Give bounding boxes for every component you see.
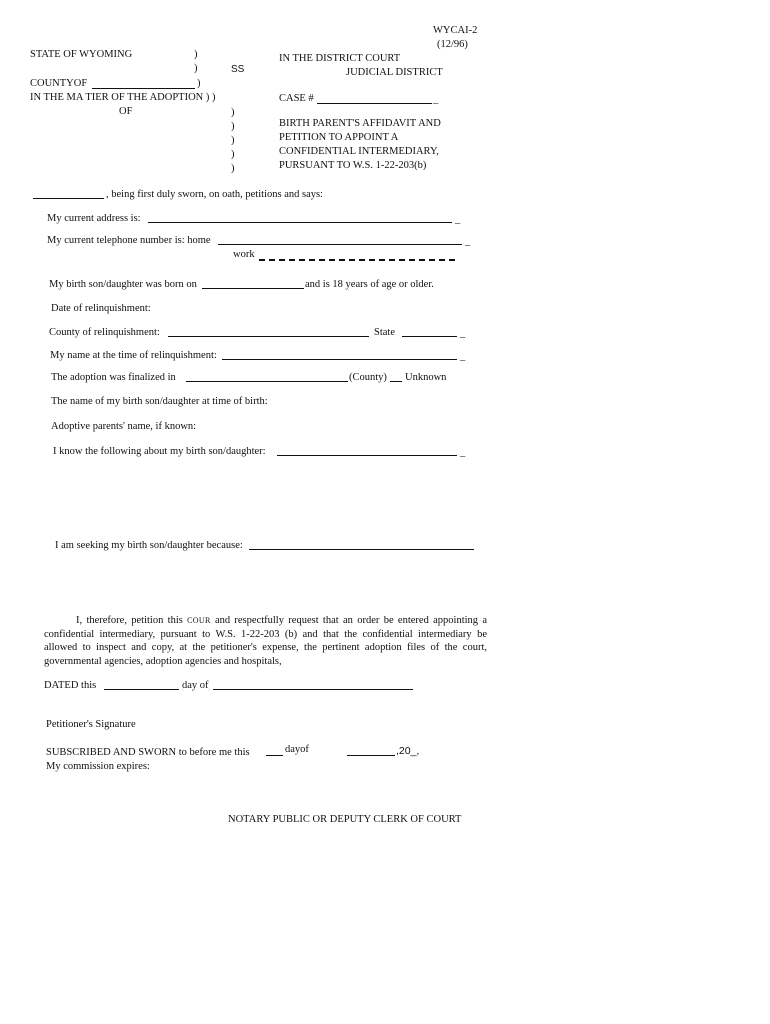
know-label: I know the following about my birth son/daughter: bbox=[53, 446, 266, 457]
district-label: JUDICIAL DISTRICT bbox=[346, 67, 443, 78]
work-label: work bbox=[233, 249, 255, 260]
county-paren-label: (County) bbox=[349, 372, 387, 383]
state-dash: _ bbox=[460, 328, 466, 339]
year-label: ,20_, bbox=[396, 745, 420, 757]
commission-label: My commission expires: bbox=[46, 761, 150, 772]
case-label: CASE # bbox=[279, 93, 314, 104]
dated-day-line[interactable] bbox=[104, 689, 179, 690]
dayof-label: dayof bbox=[285, 744, 309, 755]
subscribed-label: SUBSCRIBED AND SWORN to before me this bbox=[46, 747, 250, 758]
unknown-label: Unknown bbox=[405, 372, 447, 383]
born-tail-text: and is 18 years of age or older. bbox=[305, 279, 434, 290]
caption-paren: ) bbox=[194, 63, 198, 74]
name-relinquishment-dash: _ bbox=[460, 351, 466, 362]
name-relinquishment-line[interactable] bbox=[222, 359, 457, 360]
caption-paren: ) bbox=[231, 107, 235, 118]
petitioner-signature-label: Petitioner's Signature bbox=[46, 719, 136, 730]
matter-label: IN THE MA TIER OF THE ADOPTION ) ) bbox=[30, 92, 216, 103]
know-line[interactable] bbox=[277, 455, 457, 456]
caption-paren: ) bbox=[194, 49, 198, 60]
phone-dash: _ bbox=[465, 236, 471, 247]
state-label: State bbox=[374, 327, 395, 338]
petition-text-start: I, therefore, petition this bbox=[76, 615, 183, 626]
affiant-name-line[interactable] bbox=[33, 198, 104, 199]
form-id: WYCAI-2 bbox=[433, 25, 478, 36]
petition-title-line: CONFIDENTIAL INTERMEDIARY, bbox=[279, 146, 439, 157]
caption-paren: ) bbox=[231, 163, 235, 174]
petition-title-line: PURSUANT TO W.S. 1-22-203(b) bbox=[279, 160, 427, 171]
address-dash: _ bbox=[455, 214, 461, 225]
address-line[interactable] bbox=[148, 222, 452, 223]
born-on-label: My birth son/daughter was born on bbox=[49, 279, 197, 290]
finalized-label: The adoption was finalized in bbox=[51, 372, 176, 383]
caption-paren: ) bbox=[197, 78, 201, 89]
county-line[interactable] bbox=[92, 88, 195, 89]
work-phone-line[interactable] bbox=[259, 259, 455, 261]
seeking-label: I am seeking my birth son/daughter because: bbox=[55, 540, 243, 551]
petition-text-rest: and respectfully request that an order be entered appointing a confidential intermediary, pursuant to W.S. 1-22-203 (b) and that the confidential intermediary be allowed to inspect and copy, at the petitioner's expense, the pertinent adoption files of the court, governmental agencies, adoption agencies and hospitals, bbox=[44, 615, 488, 667]
name-at-birth-label: The name of my birth son/daughter at time of birth: bbox=[51, 396, 268, 407]
know-dash: _ bbox=[460, 447, 466, 458]
sworn-text: , being first duly sworn, on oath, petitions and says: bbox=[106, 189, 323, 200]
petition-title-line: BIRTH PARENT'S AFFIDAVIT AND bbox=[279, 118, 441, 129]
adoptive-parents-label: Adoptive parents' name, if known: bbox=[51, 421, 197, 432]
caption-paren: ) bbox=[231, 121, 235, 132]
address-label: My current address is: bbox=[47, 213, 141, 224]
county-relinquishment-line[interactable] bbox=[168, 336, 369, 337]
unknown-checkbox-line[interactable] bbox=[390, 381, 402, 382]
dated-label: DATED this bbox=[44, 680, 97, 691]
case-number-line[interactable] bbox=[317, 103, 432, 104]
date-relinquishment-label: Date of relinquishment: bbox=[51, 303, 151, 314]
birth-date-line[interactable] bbox=[202, 288, 304, 289]
ss-label: SS bbox=[231, 64, 245, 75]
dated-month-line[interactable] bbox=[213, 689, 413, 690]
form-date: (12/96) bbox=[437, 39, 468, 50]
state-line[interactable] bbox=[402, 336, 457, 337]
day-of-label: day of bbox=[182, 680, 209, 691]
finalized-county-line[interactable] bbox=[186, 381, 348, 382]
state-label: STATE OF WYOMING bbox=[30, 49, 133, 60]
county-relinquishment-label: County of relinquishment: bbox=[49, 327, 160, 338]
notary-label: NOTARY PUBLIC OR DEPUTY CLERK OF COURT bbox=[228, 814, 462, 825]
county-label: COUNTYOF bbox=[30, 78, 88, 89]
of-label: OF bbox=[119, 106, 133, 117]
name-relinquishment-label: My name at the time of relinquishment: bbox=[50, 350, 217, 361]
court-label: IN THE DISTRICT COURT bbox=[279, 53, 401, 64]
seeking-line[interactable] bbox=[249, 549, 474, 550]
caption-paren: ) bbox=[231, 135, 235, 146]
subscribed-day-line[interactable] bbox=[266, 755, 283, 756]
case-dash: _ bbox=[433, 94, 439, 105]
subscribed-month-line[interactable] bbox=[347, 755, 395, 756]
phone-label: My current telephone number is: home bbox=[47, 235, 211, 246]
petition-paragraph bbox=[44, 614, 487, 668]
home-phone-line[interactable] bbox=[218, 244, 462, 245]
petition-title-line: PETITION TO APPOINT A bbox=[279, 132, 399, 143]
caption-paren: ) bbox=[231, 149, 235, 160]
petition-court-word: COUR bbox=[187, 616, 211, 625]
